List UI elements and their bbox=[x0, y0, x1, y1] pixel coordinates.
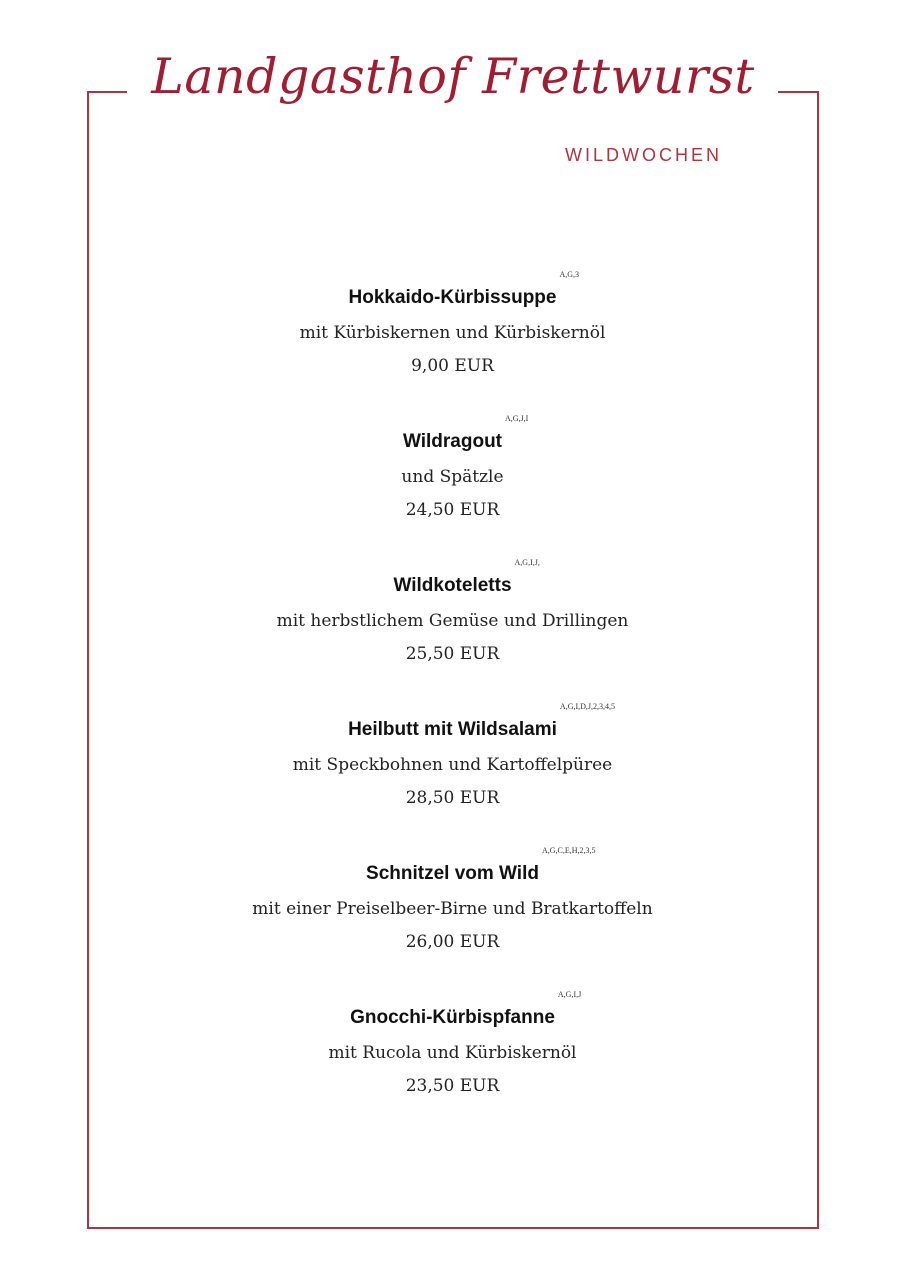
dish-price: 24,50 EUR bbox=[405, 500, 500, 520]
dish-heading bbox=[348, 702, 616, 742]
dish-description: mit Speckbohnen und Kartoffelpüree bbox=[292, 755, 613, 775]
allergen-codes: A,G,I,D,J,2,3,4,5 bbox=[559, 702, 616, 711]
frame-right-line bbox=[817, 91, 819, 1229]
allergen-codes: A,G,3 bbox=[559, 270, 580, 279]
dish-name: Wildragout bbox=[402, 431, 503, 452]
menu-subtitle: WILDWOCHEN bbox=[565, 145, 722, 165]
dish-name: Wildkoteletts bbox=[393, 575, 512, 596]
dish-heading bbox=[393, 558, 540, 598]
allergen-codes: A,G,C,E,H,2,3,5 bbox=[541, 846, 596, 855]
allergen-codes: A,G,J,I bbox=[505, 414, 529, 423]
allergen-codes: A,G,I,J, bbox=[514, 558, 540, 567]
menu-item bbox=[100, 558, 805, 702]
menu-item bbox=[100, 702, 805, 846]
dish-description: und Spätzle bbox=[401, 467, 504, 487]
frame-top-left-line bbox=[87, 91, 127, 93]
frame-bottom-line bbox=[87, 1227, 819, 1229]
dish-name: Schnitzel vom Wild bbox=[366, 863, 539, 884]
dish-price: 9,00 EUR bbox=[411, 356, 494, 376]
dish-description: mit herbstlichem Gemüse und Drillingen bbox=[276, 611, 629, 631]
dish-heading bbox=[350, 990, 582, 1030]
menu-list bbox=[100, 270, 805, 1134]
restaurant-title: Landgasthof Frettwurst bbox=[151, 48, 755, 105]
dish-heading bbox=[402, 414, 529, 454]
menu-item bbox=[100, 270, 805, 414]
dish-description: mit einer Preiselbeer-Birne und Bratkartoffeln bbox=[252, 899, 653, 919]
dish-heading bbox=[366, 846, 596, 886]
dish-name: Gnocchi-Kürbispfanne bbox=[350, 1007, 555, 1028]
dish-price: 25,50 EUR bbox=[405, 644, 500, 664]
menu-item bbox=[100, 846, 805, 990]
dish-description: mit Rucola und Kürbiskernöl bbox=[328, 1043, 577, 1063]
dish-price: 23,50 EUR bbox=[405, 1076, 500, 1096]
menu-item bbox=[100, 414, 805, 558]
dish-name: Hokkaido-Kürbissuppe bbox=[348, 287, 557, 308]
frame-top-right-line bbox=[778, 91, 819, 93]
menu-item bbox=[100, 990, 805, 1134]
allergen-codes: A,G,I,J bbox=[557, 990, 582, 999]
dish-name: Heilbutt mit Wildsalami bbox=[348, 719, 557, 740]
frame-left-line bbox=[87, 91, 89, 1229]
dish-price: 26,00 EUR bbox=[405, 932, 500, 952]
dish-description: mit Kürbiskernen und Kürbiskernöl bbox=[299, 323, 606, 343]
dish-heading bbox=[348, 270, 580, 310]
dish-price: 28,50 EUR bbox=[405, 788, 500, 808]
